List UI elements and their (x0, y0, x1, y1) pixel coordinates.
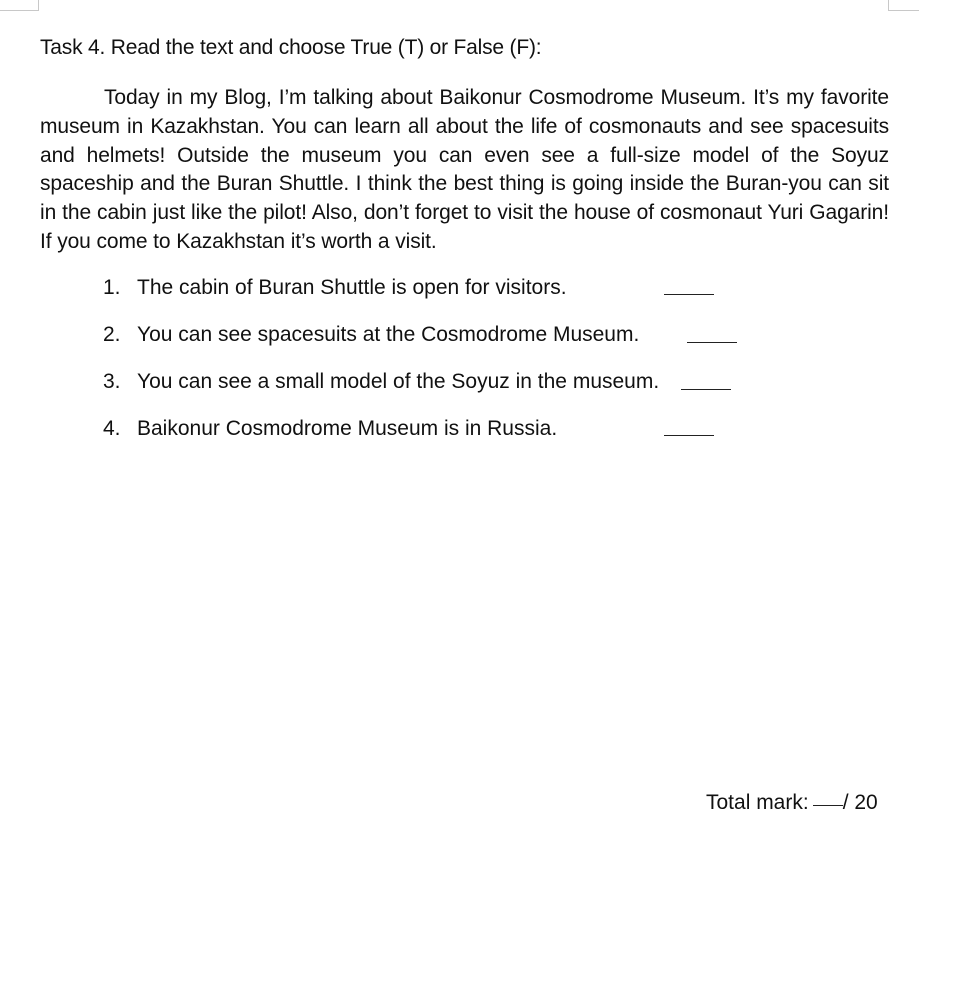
answer-blank-3[interactable] (681, 389, 731, 390)
question-text: You can see a small model of the Soyuz in the museum. (137, 370, 660, 393)
task-title: Task 4. Read the text and choose True (T) or False (F): (40, 36, 542, 59)
question-item-4 (103, 414, 557, 444)
total-mark (706, 788, 878, 818)
question-text: The cabin of Buran Shuttle is open for visitors. (137, 276, 567, 299)
total-mark-label: Total mark: (706, 791, 809, 814)
page-corner-mark-left (0, 0, 39, 11)
total-mark-max: / 20 (842, 791, 878, 814)
question-text: Baikonur Cosmodrome Museum is in Russia. (137, 417, 558, 440)
reading-passage: Today in my Blog, I’m talking about Baikonur Cosmodrome Museum. It’s my favorite museum in Kazakhstan. You can learn all about the life of cosmonauts and see spacesuits and helmets! Outside the museum you can even see a full-size model of the Soyuz spaceship and the Buran Shuttle. I think the best thing is going inside the Buran-you can sit in the cabin just like the pilot! Also, don’t forget to visit the house of cosmonaut Yuri Gagarin! If you come to Kazakhstan it’s worth a visit. (40, 86, 889, 253)
answer-blank-4[interactable] (664, 435, 714, 436)
question-number: 4. (103, 417, 121, 440)
question-number: 3. (103, 370, 121, 393)
total-mark-blank[interactable] (813, 805, 843, 806)
question-number: 2. (103, 323, 121, 346)
page-corner-mark-right (888, 0, 919, 11)
answer-blank-1[interactable] (664, 294, 714, 295)
answer-blank-2[interactable] (687, 342, 737, 343)
question-number: 1. (103, 276, 121, 299)
question-text: You can see spacesuits at the Cosmodrome Museum. (137, 323, 640, 346)
question-item-2 (103, 320, 639, 350)
question-item-3 (103, 367, 659, 397)
question-item-1 (103, 273, 567, 303)
